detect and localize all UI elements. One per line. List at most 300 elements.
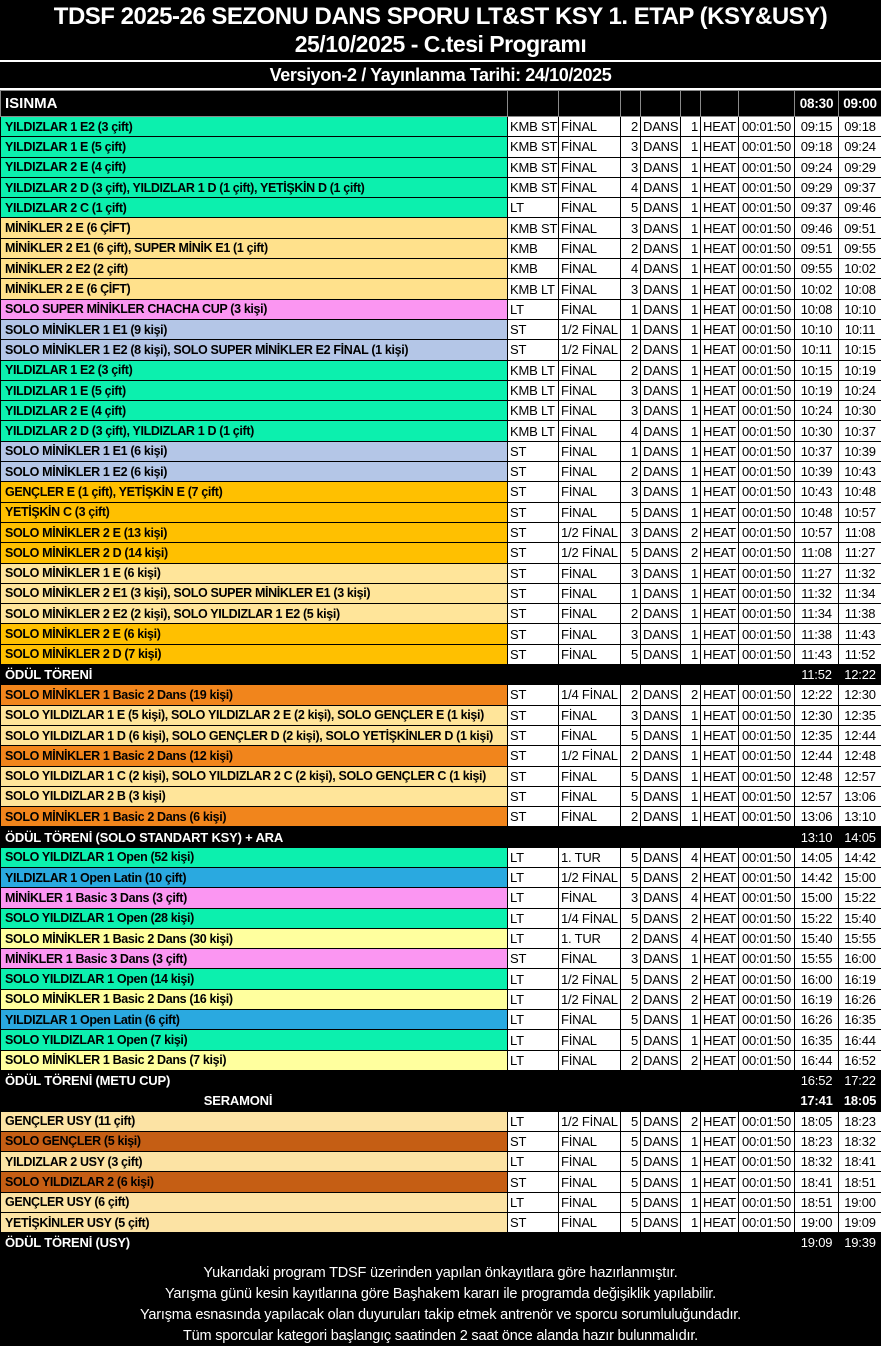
- round-cell: FİNAL: [559, 299, 621, 319]
- dans-count-cell: 5: [621, 867, 641, 887]
- duration-cell: 00:01:50: [739, 685, 795, 705]
- break-row: [1, 827, 881, 847]
- round-cell: 1/2 FİNAL: [559, 867, 621, 887]
- dans-count-cell: 3: [621, 522, 641, 542]
- event-row: [1, 583, 881, 603]
- round-cell: FİNAL: [559, 563, 621, 583]
- end-time-cell: 10:10: [839, 299, 881, 319]
- event-row: [1, 604, 881, 624]
- dans-label-cell: DANS: [641, 867, 681, 887]
- dance-type-cell: ST: [508, 644, 559, 664]
- heat-count-cell: 4: [681, 928, 701, 948]
- start-time-cell: 10:48: [795, 502, 839, 522]
- heat-label-cell: HEAT: [701, 462, 739, 482]
- footer-notes: [0, 1254, 881, 1346]
- heat-label-cell: HEAT: [701, 340, 739, 360]
- category-cell: SOLO YILDIZLAR 1 E (5 kişi), SOLO YILDIZLAR 2 E (2 kişi), SOLO GENÇLER E (1 kişi): [1, 705, 508, 725]
- break-row: [1, 1091, 881, 1111]
- dance-type-cell: LT: [508, 1050, 559, 1070]
- dance-type-cell: KMB ST: [508, 137, 559, 157]
- dans-label-cell: DANS: [641, 847, 681, 867]
- dans-count-cell: 3: [621, 624, 641, 644]
- start-time-cell: 16:19: [795, 989, 839, 1009]
- empty-cell: [681, 91, 701, 117]
- end-time-cell: 15:00: [839, 867, 881, 887]
- category-cell: YILDIZLAR 1 Open Latin (6 çift): [1, 1010, 508, 1030]
- heat-label-cell: HEAT: [701, 482, 739, 502]
- end-time-cell: 10:43: [839, 462, 881, 482]
- heat-count-cell: 1: [681, 1131, 701, 1151]
- heat-label-cell: HEAT: [701, 563, 739, 583]
- dans-label-cell: DANS: [641, 604, 681, 624]
- duration-cell: 00:01:50: [739, 1131, 795, 1151]
- dans-label-cell: DANS: [641, 340, 681, 360]
- round-cell: 1. TUR: [559, 928, 621, 948]
- dans-label-cell: DANS: [641, 198, 681, 218]
- round-cell: 1. TUR: [559, 847, 621, 867]
- footer-note: Yarışma günü kesin kayıtlarına göre Başhakem kararı ile programda değişiklik yapılabilir.: [165, 1285, 716, 1302]
- heat-count-cell: 1: [681, 807, 701, 827]
- heat-label-cell: HEAT: [701, 949, 739, 969]
- end-time-cell: 12:57: [839, 766, 881, 786]
- end-time-cell: 09:46: [839, 198, 881, 218]
- dans-label-cell: DANS: [641, 401, 681, 421]
- heat-label-cell: HEAT: [701, 259, 739, 279]
- event-row: [1, 238, 881, 258]
- round-cell: 1/2 FİNAL: [559, 319, 621, 339]
- heat-count-cell: 1: [681, 1172, 701, 1192]
- start-time-cell: 11:27: [795, 563, 839, 583]
- heat-count-cell: 1: [681, 949, 701, 969]
- dans-label-cell: DANS: [641, 421, 681, 441]
- event-row: [1, 705, 881, 725]
- heat-label-cell: HEAT: [701, 583, 739, 603]
- start-time-cell: 11:38: [795, 624, 839, 644]
- dance-type-cell: KMB ST: [508, 117, 559, 137]
- heat-count-cell: 1: [681, 725, 701, 745]
- category-cell: YILDIZLAR 1 E2 (3 çift): [1, 360, 508, 380]
- dans-count-cell: 5: [621, 502, 641, 522]
- start-time-cell: 18:05: [795, 1111, 839, 1131]
- page-subtitle: 25/10/2025 - C.tesi Programı: [294, 30, 587, 57]
- category-cell: SOLO GENÇLER (5 kişi): [1, 1131, 508, 1151]
- heat-label-cell: HEAT: [701, 157, 739, 177]
- round-cell: FİNAL: [559, 502, 621, 522]
- dance-type-cell: ST: [508, 543, 559, 563]
- round-cell: FİNAL: [559, 1152, 621, 1172]
- category-cell: YILDIZLAR 2 USY (3 çift): [1, 1152, 508, 1172]
- event-row: [1, 218, 881, 238]
- duration-cell: 00:01:50: [739, 1172, 795, 1192]
- heat-label-cell: HEAT: [701, 1111, 739, 1131]
- heat-count-cell: 1: [681, 1010, 701, 1030]
- heat-label-cell: HEAT: [701, 198, 739, 218]
- dans-count-cell: 1: [621, 319, 641, 339]
- heat-label-cell: HEAT: [701, 360, 739, 380]
- end-time-cell: 11:27: [839, 543, 881, 563]
- dans-label-cell: DANS: [641, 279, 681, 299]
- round-cell: FİNAL: [559, 1192, 621, 1212]
- heat-count-cell: 1: [681, 705, 701, 725]
- end-time-cell: 10:30: [839, 401, 881, 421]
- round-cell: FİNAL: [559, 198, 621, 218]
- dance-type-cell: KMB LT: [508, 360, 559, 380]
- duration-cell: 00:01:50: [739, 604, 795, 624]
- heat-count-cell: 2: [681, 908, 701, 928]
- heat-count-cell: 2: [681, 543, 701, 563]
- heat-label-cell: HEAT: [701, 746, 739, 766]
- heat-count-cell: 1: [681, 766, 701, 786]
- start-time-cell: 16:26: [795, 1010, 839, 1030]
- round-cell: FİNAL: [559, 888, 621, 908]
- event-row: [1, 1050, 881, 1070]
- duration-cell: 00:01:50: [739, 177, 795, 197]
- dance-type-cell: KMB ST: [508, 157, 559, 177]
- category-cell: YILDIZLAR 1 E2 (3 çift): [1, 117, 508, 137]
- dance-type-cell: KMB LT: [508, 279, 559, 299]
- duration-cell: 00:01:50: [739, 1050, 795, 1070]
- heat-label-cell: HEAT: [701, 867, 739, 887]
- duration-cell: 00:01:50: [739, 482, 795, 502]
- end-time-cell: 13:06: [839, 786, 881, 806]
- dance-type-cell: LT: [508, 198, 559, 218]
- event-row: [1, 969, 881, 989]
- start-time-cell: 16:44: [795, 1050, 839, 1070]
- end-time-cell: 16:35: [839, 1010, 881, 1030]
- duration-cell: 00:01:50: [739, 462, 795, 482]
- start-time-cell: 11:32: [795, 583, 839, 603]
- category-cell: MİNİKLER 2 E1 (6 çift), SUPER MİNİK E1 (1 çift): [1, 238, 508, 258]
- dance-type-cell: ST: [508, 522, 559, 542]
- event-row: [1, 198, 881, 218]
- dance-type-cell: ST: [508, 563, 559, 583]
- heat-count-cell: 4: [681, 888, 701, 908]
- event-row: [1, 847, 881, 867]
- end-time-cell: 11:52: [839, 644, 881, 664]
- dans-label-cell: DANS: [641, 1172, 681, 1192]
- heat-count-cell: 1: [681, 624, 701, 644]
- category-cell: SOLO MİNİKLER 2 E (13 kişi): [1, 522, 508, 542]
- dans-label-cell: DANS: [641, 705, 681, 725]
- round-cell: FİNAL: [559, 949, 621, 969]
- category-cell: SOLO SUPER MİNİKLER CHACHA CUP (3 kişi): [1, 299, 508, 319]
- heat-count-cell: 1: [681, 786, 701, 806]
- round-cell: FİNAL: [559, 360, 621, 380]
- event-row: [1, 1172, 881, 1192]
- event-row: [1, 137, 881, 157]
- dans-label-cell: DANS: [641, 1213, 681, 1233]
- category-cell: YILDIZLAR 1 Open Latin (10 çift): [1, 867, 508, 887]
- heat-label-cell: HEAT: [701, 1010, 739, 1030]
- dans-label-cell: DANS: [641, 1030, 681, 1050]
- dance-type-cell: ST: [508, 1172, 559, 1192]
- dans-count-cell: 3: [621, 380, 641, 400]
- round-cell: 1/2 FİNAL: [559, 746, 621, 766]
- heat-label-cell: HEAT: [701, 218, 739, 238]
- warmup-end-time: 09:00: [839, 91, 881, 117]
- dance-type-cell: KMB LT: [508, 421, 559, 441]
- round-cell: 1/2 FİNAL: [559, 989, 621, 1009]
- dans-count-cell: 2: [621, 746, 641, 766]
- round-cell: FİNAL: [559, 705, 621, 725]
- category-cell: SOLO MİNİKLER 1 Basic 2 Dans (7 kişi): [1, 1050, 508, 1070]
- duration-cell: 00:01:50: [739, 238, 795, 258]
- dans-count-cell: 5: [621, 1131, 641, 1151]
- dans-label-cell: DANS: [641, 482, 681, 502]
- heat-count-cell: 1: [681, 644, 701, 664]
- duration-cell: 00:01:50: [739, 218, 795, 238]
- dance-type-cell: LT: [508, 888, 559, 908]
- break-end-time: 14:05: [839, 827, 881, 847]
- round-cell: FİNAL: [559, 1172, 621, 1192]
- end-time-cell: 18:32: [839, 1131, 881, 1151]
- heat-count-cell: 1: [681, 583, 701, 603]
- start-time-cell: 10:24: [795, 401, 839, 421]
- start-time-cell: 19:00: [795, 1213, 839, 1233]
- heat-label-cell: HEAT: [701, 441, 739, 461]
- dans-count-cell: 5: [621, 1172, 641, 1192]
- heat-count-cell: 1: [681, 279, 701, 299]
- round-cell: FİNAL: [559, 401, 621, 421]
- dans-label-cell: DANS: [641, 888, 681, 908]
- dans-count-cell: 3: [621, 279, 641, 299]
- round-cell: FİNAL: [559, 238, 621, 258]
- round-cell: FİNAL: [559, 725, 621, 745]
- round-cell: FİNAL: [559, 786, 621, 806]
- heat-count-cell: 1: [681, 604, 701, 624]
- dance-type-cell: ST: [508, 624, 559, 644]
- category-cell: SOLO YILDIZLAR 1 Open (52 kişi): [1, 847, 508, 867]
- break-label: ÖDÜL TÖRENİ (SOLO STANDART KSY) + ARA: [1, 827, 795, 847]
- end-time-cell: 18:23: [839, 1111, 881, 1131]
- dance-type-cell: KMB ST: [508, 218, 559, 238]
- duration-cell: 00:01:50: [739, 299, 795, 319]
- dans-count-cell: 1: [621, 299, 641, 319]
- heat-count-cell: 2: [681, 1111, 701, 1131]
- heat-label-cell: HEAT: [701, 807, 739, 827]
- duration-cell: 00:01:50: [739, 766, 795, 786]
- dans-count-cell: 4: [621, 177, 641, 197]
- dans-label-cell: DANS: [641, 157, 681, 177]
- warmup-label: ISINMA: [1, 91, 508, 117]
- end-time-cell: 10:57: [839, 502, 881, 522]
- event-row: [1, 421, 881, 441]
- end-time-cell: 09:29: [839, 157, 881, 177]
- dans-label-cell: DANS: [641, 543, 681, 563]
- heat-label-cell: HEAT: [701, 137, 739, 157]
- dans-count-cell: 5: [621, 1030, 641, 1050]
- event-row: [1, 482, 881, 502]
- dans-count-cell: 1: [621, 583, 641, 603]
- dance-type-cell: ST: [508, 685, 559, 705]
- dans-count-cell: 5: [621, 1213, 641, 1233]
- dans-label-cell: DANS: [641, 218, 681, 238]
- dans-label-cell: DANS: [641, 624, 681, 644]
- start-time-cell: 12:22: [795, 685, 839, 705]
- event-row: [1, 563, 881, 583]
- start-time-cell: 10:57: [795, 522, 839, 542]
- heat-count-cell: 1: [681, 1152, 701, 1172]
- start-time-cell: 14:42: [795, 867, 839, 887]
- dance-type-cell: KMB LT: [508, 380, 559, 400]
- category-cell: SOLO MİNİKLER 2 E2 (2 kişi), SOLO YILDIZLAR 1 E2 (5 kişi): [1, 604, 508, 624]
- dans-label-cell: DANS: [641, 238, 681, 258]
- end-time-cell: 10:39: [839, 441, 881, 461]
- round-cell: FİNAL: [559, 177, 621, 197]
- category-cell: YETİŞKİNLER USY (5 çift): [1, 1213, 508, 1233]
- event-row: [1, 908, 881, 928]
- event-row: [1, 360, 881, 380]
- round-cell: 1/4 FİNAL: [559, 908, 621, 928]
- dance-type-cell: ST: [508, 319, 559, 339]
- duration-cell: 00:01:50: [739, 198, 795, 218]
- heat-count-cell: 1: [681, 1030, 701, 1050]
- duration-cell: 00:01:50: [739, 624, 795, 644]
- event-row: [1, 766, 881, 786]
- heat-label-cell: HEAT: [701, 989, 739, 1009]
- duration-cell: 00:01:50: [739, 644, 795, 664]
- round-cell: FİNAL: [559, 1050, 621, 1070]
- heat-label-cell: HEAT: [701, 624, 739, 644]
- break-row: [1, 1233, 881, 1253]
- duration-cell: 00:01:50: [739, 989, 795, 1009]
- dans-count-cell: 3: [621, 563, 641, 583]
- end-time-cell: 11:32: [839, 563, 881, 583]
- duration-cell: 00:01:50: [739, 583, 795, 603]
- page-title: TDSF 2025-26 SEZONU DANS SPORU LT&ST KSY 1. ETAP (KSY&USY): [53, 2, 828, 30]
- dance-type-cell: ST: [508, 441, 559, 461]
- dans-count-cell: 5: [621, 198, 641, 218]
- round-cell: FİNAL: [559, 766, 621, 786]
- heat-count-cell: 1: [681, 421, 701, 441]
- break-start-time: 11:52: [795, 665, 839, 685]
- event-row: [1, 1010, 881, 1030]
- end-time-cell: 15:55: [839, 928, 881, 948]
- round-cell: FİNAL: [559, 644, 621, 664]
- end-time-cell: 19:00: [839, 1192, 881, 1212]
- empty-cell: [739, 91, 795, 117]
- event-row: [1, 1213, 881, 1233]
- duration-cell: 00:01:50: [739, 279, 795, 299]
- end-time-cell: 15:40: [839, 908, 881, 928]
- heat-label-cell: HEAT: [701, 299, 739, 319]
- category-cell: SOLO MİNİKLER 1 Basic 2 Dans (6 kişi): [1, 807, 508, 827]
- dans-count-cell: 5: [621, 1010, 641, 1030]
- category-cell: YILDIZLAR 1 E (5 çift): [1, 380, 508, 400]
- category-cell: SOLO YILDIZLAR 1 Open (7 kişi): [1, 1030, 508, 1050]
- dance-type-cell: KMB ST: [508, 177, 559, 197]
- duration-cell: 00:01:50: [739, 1030, 795, 1050]
- event-row: [1, 928, 881, 948]
- start-time-cell: 15:40: [795, 928, 839, 948]
- start-time-cell: 10:10: [795, 319, 839, 339]
- round-cell: 1/2 FİNAL: [559, 522, 621, 542]
- round-cell: FİNAL: [559, 157, 621, 177]
- heat-count-cell: 1: [681, 1213, 701, 1233]
- heat-label-cell: HEAT: [701, 1131, 739, 1151]
- heat-label-cell: HEAT: [701, 1030, 739, 1050]
- heat-count-cell: 1: [681, 238, 701, 258]
- break-end-time: 19:39: [839, 1233, 881, 1253]
- event-row: [1, 259, 881, 279]
- dans-count-cell: 2: [621, 462, 641, 482]
- version-info: Versiyon-2 / Yayınlanma Tarihi: 24/10/2025: [0, 62, 881, 90]
- dans-count-cell: 1: [621, 441, 641, 461]
- duration-cell: 00:01:50: [739, 888, 795, 908]
- event-row: [1, 279, 881, 299]
- heat-count-cell: 2: [681, 1050, 701, 1070]
- heat-count-cell: 1: [681, 462, 701, 482]
- end-time-cell: 16:26: [839, 989, 881, 1009]
- duration-cell: 00:01:50: [739, 522, 795, 542]
- break-start-time: 13:10: [795, 827, 839, 847]
- dans-count-cell: 2: [621, 685, 641, 705]
- heat-count-cell: 1: [681, 299, 701, 319]
- dance-type-cell: ST: [508, 1213, 559, 1233]
- dans-label-cell: DANS: [641, 441, 681, 461]
- category-cell: YILDIZLAR 2 D (3 çift), YILDIZLAR 1 D (1 çift): [1, 421, 508, 441]
- dance-type-cell: LT: [508, 1111, 559, 1131]
- dans-count-cell: 5: [621, 908, 641, 928]
- end-time-cell: 10:48: [839, 482, 881, 502]
- duration-cell: 00:01:50: [739, 928, 795, 948]
- dans-count-cell: 5: [621, 1192, 641, 1212]
- end-time-cell: 19:09: [839, 1213, 881, 1233]
- heat-count-cell: 1: [681, 218, 701, 238]
- round-cell: 1/2 FİNAL: [559, 543, 621, 563]
- heat-label-cell: HEAT: [701, 238, 739, 258]
- duration-cell: 00:01:50: [739, 502, 795, 522]
- duration-cell: 00:01:50: [739, 1213, 795, 1233]
- dance-type-cell: LT: [508, 299, 559, 319]
- start-time-cell: 12:44: [795, 746, 839, 766]
- start-time-cell: 10:37: [795, 441, 839, 461]
- category-cell: SOLO MİNİKLER 2 E1 (3 kişi), SOLO SUPER MİNİKLER E1 (3 kişi): [1, 583, 508, 603]
- category-cell: SOLO MİNİKLER 1 Basic 2 Dans (12 kişi): [1, 746, 508, 766]
- start-time-cell: 10:30: [795, 421, 839, 441]
- duration-cell: 00:01:50: [739, 1192, 795, 1212]
- duration-cell: 00:01:50: [739, 340, 795, 360]
- duration-cell: 00:01:50: [739, 1152, 795, 1172]
- dans-label-cell: DANS: [641, 1131, 681, 1151]
- heat-count-cell: 2: [681, 867, 701, 887]
- dance-type-cell: ST: [508, 583, 559, 603]
- heat-count-cell: 2: [681, 522, 701, 542]
- heat-label-cell: HEAT: [701, 705, 739, 725]
- end-time-cell: 10:02: [839, 259, 881, 279]
- break-start-time: 19:09: [795, 1233, 839, 1253]
- end-time-cell: 11:34: [839, 583, 881, 603]
- empty-cell: [621, 91, 641, 117]
- heat-count-cell: 1: [681, 177, 701, 197]
- heat-label-cell: HEAT: [701, 522, 739, 542]
- category-cell: SOLO MİNİKLER 1 E1 (9 kişi): [1, 319, 508, 339]
- category-cell: SOLO MİNİKLER 1 E2 (6 kişi): [1, 462, 508, 482]
- dans-label-cell: DANS: [641, 1192, 681, 1212]
- category-cell: YILDIZLAR 2 D (3 çift), YILDIZLAR 1 D (1 çift), YETİŞKİN D (1 çift): [1, 177, 508, 197]
- heat-count-cell: 1: [681, 380, 701, 400]
- duration-cell: 00:01:50: [739, 867, 795, 887]
- event-row: [1, 380, 881, 400]
- break-end-time: 17:22: [839, 1070, 881, 1090]
- start-time-cell: 12:35: [795, 725, 839, 745]
- category-cell: MİNİKLER 1 Basic 3 Dans (3 çift): [1, 888, 508, 908]
- category-cell: GENÇLER E (1 çift), YETİŞKİN E (7 çift): [1, 482, 508, 502]
- heat-count-cell: 1: [681, 319, 701, 339]
- heat-label-cell: HEAT: [701, 1213, 739, 1233]
- start-time-cell: 09:46: [795, 218, 839, 238]
- category-cell: SOLO YILDIZLAR 2 (6 kişi): [1, 1172, 508, 1192]
